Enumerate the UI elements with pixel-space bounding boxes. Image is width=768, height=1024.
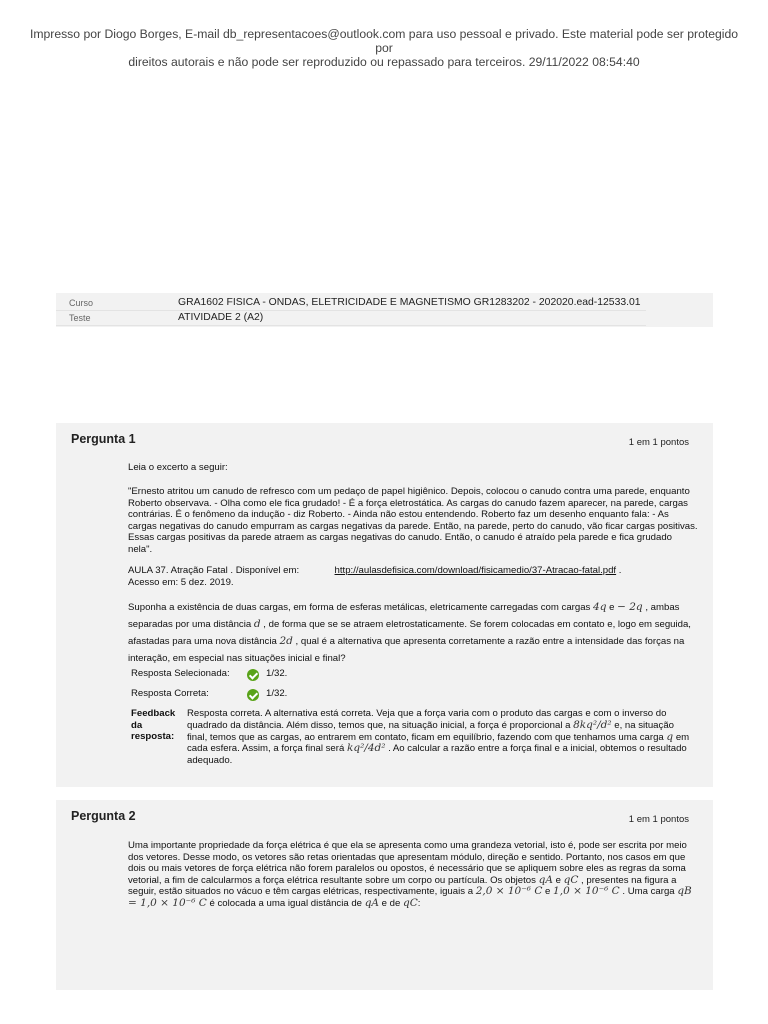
math-qA-2: qA xyxy=(364,896,379,909)
question-title: Pergunta 2 xyxy=(71,809,136,823)
question-intro: Leia o excerto a seguir: xyxy=(128,462,228,473)
math-4q: 4q xyxy=(593,601,607,613)
stem-part-c: . Uma carga xyxy=(622,886,675,898)
feedback-label: Feedback da resposta: xyxy=(131,708,176,742)
watermark-line-1: Impresso por Diogo Borges, E-mail db_representacoes@outlook.com para uso pessoal e privado. Este material pode ser protegido por xyxy=(29,27,739,55)
feedback-part-d: . Ao calcular a razão entre a força final e a inicial, obtemos o resultado adequado. xyxy=(187,743,687,767)
selected-answer-value: 1/32. xyxy=(266,668,288,679)
question-2 xyxy=(56,800,713,990)
math-qA: qA xyxy=(538,873,553,886)
test-info-box xyxy=(56,293,713,327)
feedback-part-c: em cada esfera. Assim, a força final será xyxy=(187,731,690,755)
stem-part-d: , qual é a alternativa que apresenta corretamente a razão entre a intensidade das forças na interação, em especial nas situações inicial e final? xyxy=(128,636,685,664)
stem-e: e xyxy=(609,602,615,613)
test-label: Teste xyxy=(69,313,91,323)
question-stem xyxy=(128,599,698,667)
math-qB: qB = 1,0 × 10⁻⁶ C xyxy=(128,885,692,909)
test-row xyxy=(56,311,646,326)
math-2d: 2d xyxy=(279,635,293,647)
stem-e-de: e de xyxy=(381,897,401,909)
question-points: 1 em 1 pontos xyxy=(628,814,689,825)
course-value: GRA1602 FISICA - ONDAS, ELETRICIDADE E MAGNETISMO GR1283202 - 202020.ead-12533.01 xyxy=(178,297,641,308)
feedback-part-a: Resposta correta. A alternativa está correta. Veja que a força varia com o produto das cargas e com o inverso do quadrado da distância. Além disso, temos que, na situação inicial, a força é proporcional a xyxy=(187,708,667,731)
math-kq2-4d2: kq²/4d² xyxy=(346,742,386,755)
question-reference xyxy=(128,565,698,588)
question-stem xyxy=(128,840,694,910)
correct-check-icon xyxy=(247,689,259,701)
stem-e-2: e xyxy=(545,886,551,898)
stem-e: e xyxy=(555,874,561,886)
math-8kq2-d2: 8kq²/d² xyxy=(573,718,612,731)
stem-colon: : xyxy=(417,897,421,909)
watermark xyxy=(20,27,748,69)
correct-answer-label: Resposta Correta: xyxy=(131,688,209,699)
reference-dot: . xyxy=(618,565,622,576)
math-qC: qC xyxy=(563,873,579,886)
question-1 xyxy=(56,423,713,787)
feedback-text xyxy=(187,708,692,767)
watermark-line-2: direitos autorais e não pode ser reproduzido ou repassado para terceiros. 29/11/2022 08:54:40 xyxy=(128,55,640,69)
stem-part-b: , ambas separadas por uma distância xyxy=(128,602,680,630)
selected-answer-label: Resposta Selecionada: xyxy=(131,668,230,679)
feedback-part-b: e, na situação final, temos que as cargas, ao entrarem em contato, ficam em equilíbrio, fazendo com que tenhamos uma carga xyxy=(187,719,674,743)
stem-part-d: é colocada a uma igual distância de xyxy=(209,897,363,909)
math-q: q xyxy=(666,730,674,743)
math-minus-2q: − 2q xyxy=(617,601,643,613)
reference-text: AULA 37. Atração Fatal . Disponível em: xyxy=(128,565,300,576)
reference-link[interactable]: http://aulasdefisica.com/download/fisicamedio/37-Atracao-fatal.pdf xyxy=(334,565,617,576)
course-row xyxy=(56,296,646,311)
course-label: Curso xyxy=(69,298,94,308)
question-quote: "Ernesto atritou um canudo de refresco com um pedaço de papel higiênico. Depois, colocou o canudo contra uma parede, enquanto Roberto observava. - Olha como ele fica grudado! - É a força eletrostática. As cargas do canudo fazem aparecer, na parede, cargas contrárias. É o fenômeno da indução - diz Roberto. - Ainda não estou entendendo. Roberto faz um desenho enquanto fala: - As cargas negativas do canudo empurram as cargas negativas da parede. Então, na parede, perto do canudo, vão ficar cargas positivas. Essas cargas positivas da parede atraem as cargas negativas do canudo. Então, o canudo é atraído pela parede e fica grudado nela". xyxy=(128,486,698,555)
math-value-1: 2,0 × 10⁻⁶ C xyxy=(475,885,543,898)
correct-check-icon xyxy=(247,669,259,681)
math-qC-2: qC xyxy=(403,896,418,909)
question-points: 1 em 1 pontos xyxy=(628,437,689,448)
reference-access: Acesso em: 5 dez. 2019. xyxy=(128,576,234,588)
question-title: Pergunta 1 xyxy=(71,432,136,446)
math-value-2: 1,0 × 10⁻⁶ C xyxy=(553,885,620,898)
test-value: ATIVIDADE 2 (A2) xyxy=(178,312,264,323)
stem-part-b: , presentes na figura a seguir, estão situados no vácuo e têm cargas elétricas, respectivamente, iguais a xyxy=(128,874,677,898)
stem-part-c: , de forma que se se atraem eletrostaticamente. Se forem colocadas em contato e, logo em seguida, afastadas para uma nova distância xyxy=(128,619,691,647)
stem-part-a: Suponha a existência de duas cargas, em forma de esferas metálicas, eletricamente carregadas com cargas xyxy=(128,602,591,613)
stem-part-a: Uma importante propriedade da força elétrica é que ela se apresenta como uma grandeza vetorial, isto é, pode ser escrita por meio dos vetores. Desse modo, os vetores são retas orientadas que apresentam módulo, direção e sentido. Portanto, nos casos em que dois ou mais vetores de força elétrica não forem paralelos ou opostos, é necessário que se apliquem sobre eles as regras da soma vetorial, a fim de calcularmos a força elétrica resultante sobre um corpo ou partícula. Os objetos xyxy=(128,840,687,886)
math-d: d xyxy=(253,618,261,630)
reference-line-1 xyxy=(128,565,698,577)
correct-answer-value: 1/32. xyxy=(266,688,288,699)
